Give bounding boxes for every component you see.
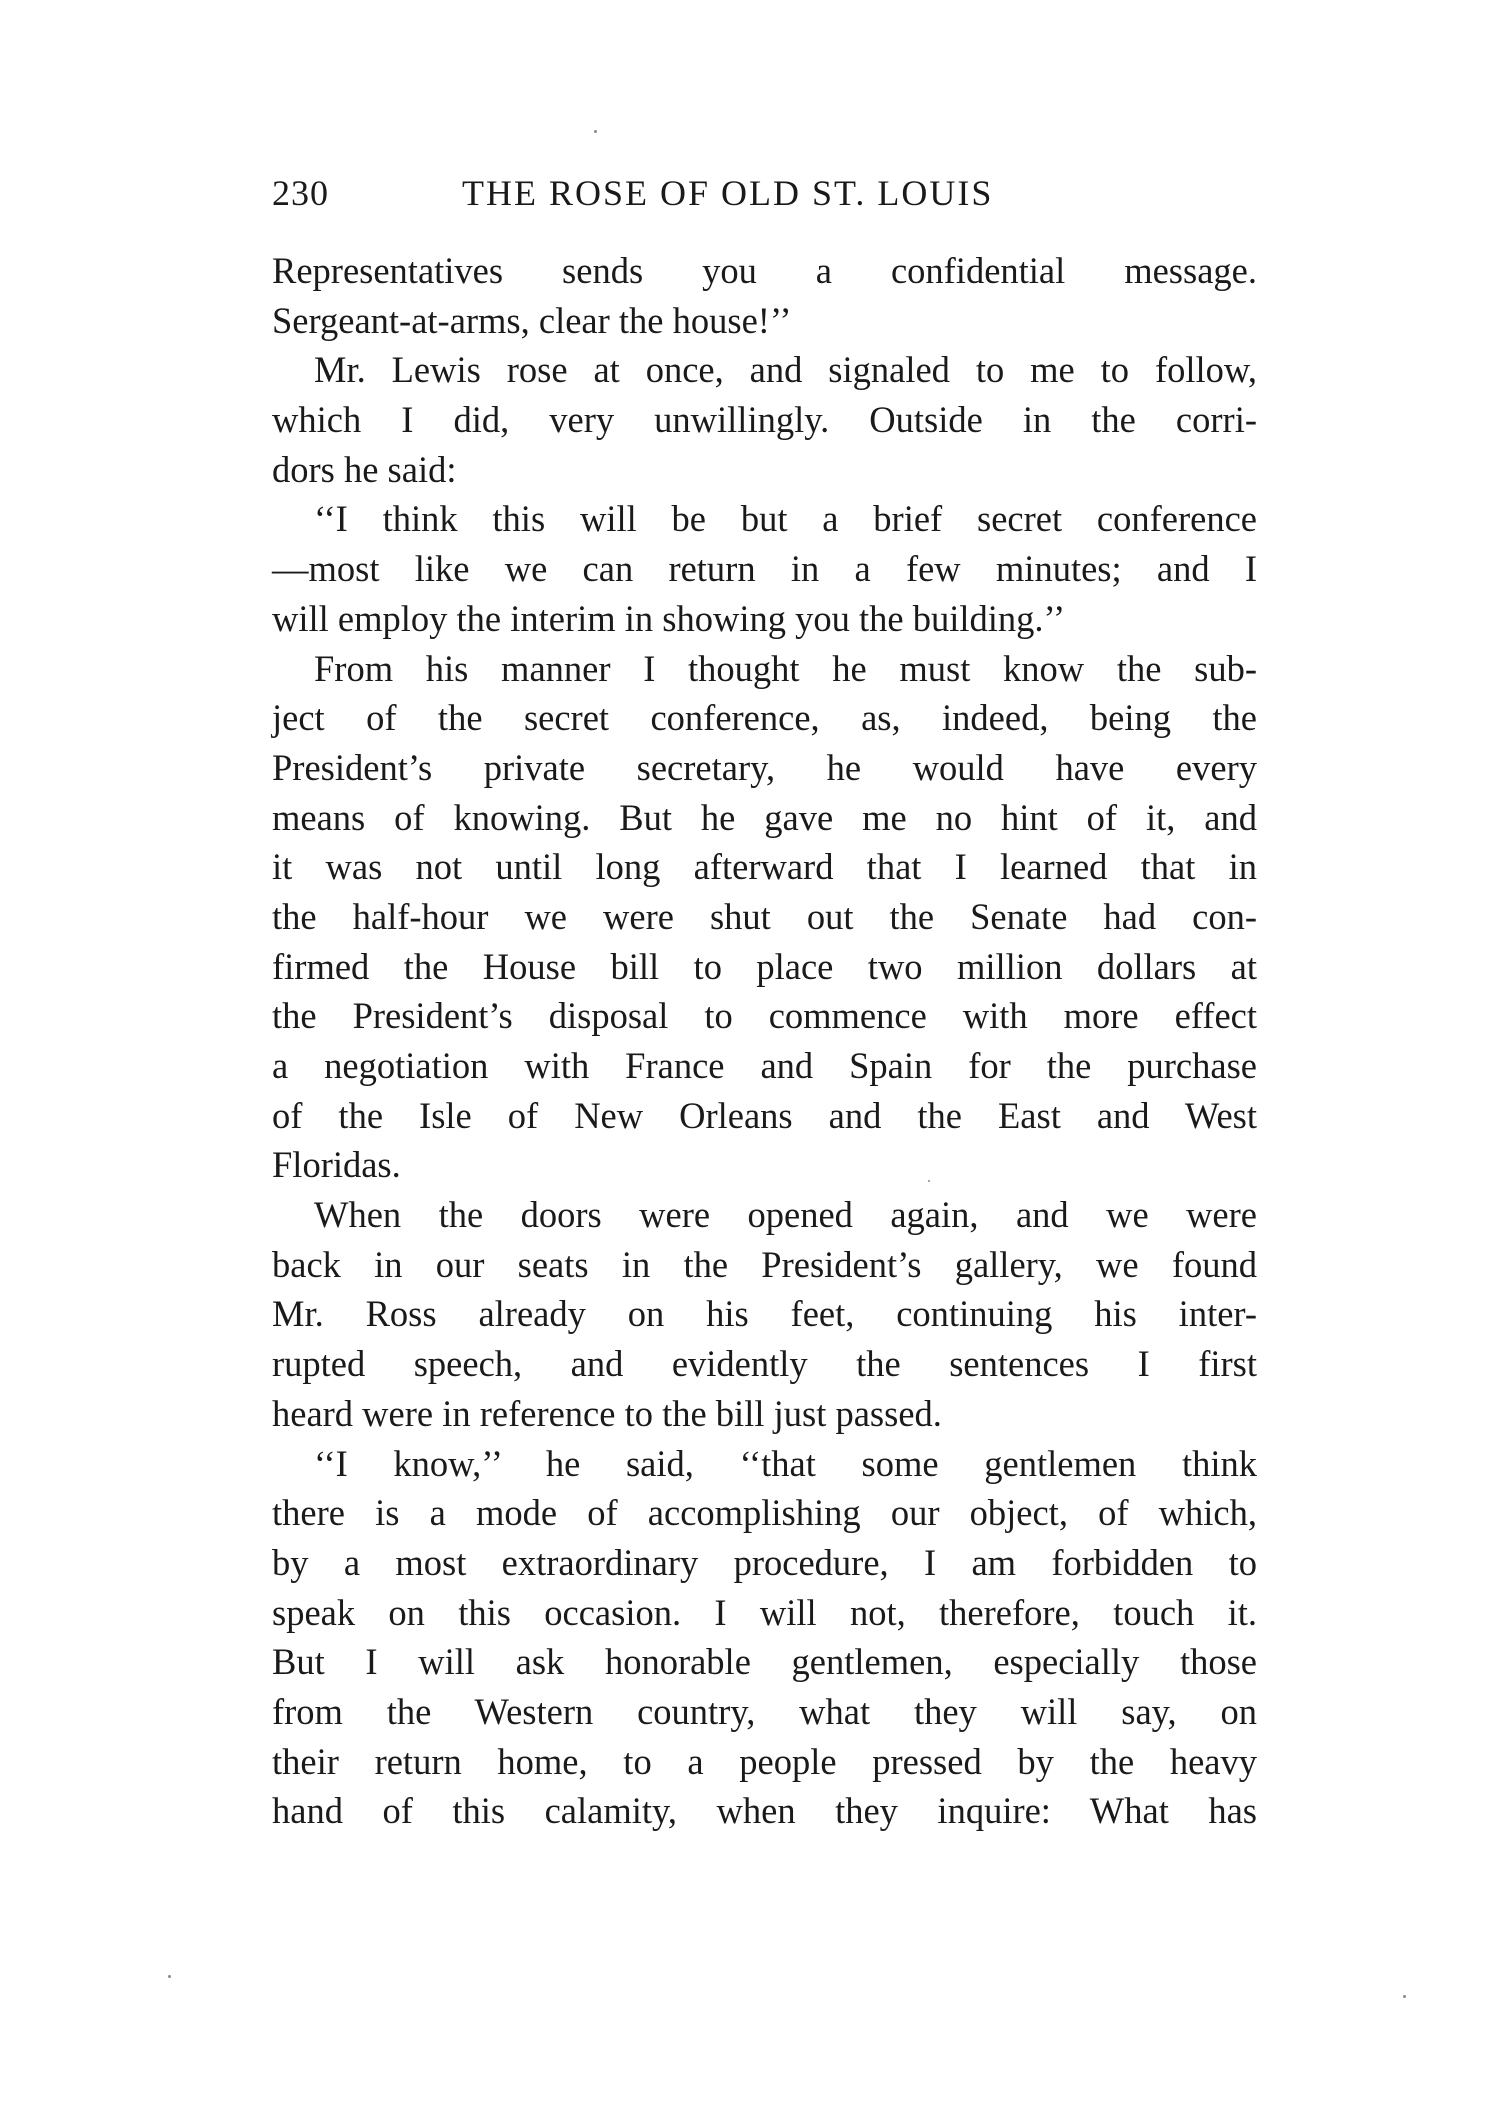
text-line: dors he said: bbox=[272, 448, 457, 490]
text-line: Mr. Ross already on his feet, continuing his inter- bbox=[272, 1293, 1257, 1335]
text-line: by a most extraordinary procedure, I am forbidden to bbox=[272, 1541, 1257, 1583]
text-line: which I did, very unwillingly. Outside in the corri- bbox=[272, 399, 1257, 441]
text-line: will employ the interim in showing you the building.’’ bbox=[272, 597, 1066, 639]
text-line: of the Isle of New Orleans and the East and West bbox=[272, 1094, 1257, 1136]
paper-speck bbox=[928, 1180, 930, 1182]
text-line: rupted speech, and evidently the sentences I first bbox=[272, 1343, 1257, 1385]
text-line: President’s private secretary, he would have every bbox=[272, 746, 1257, 788]
text-line: it was not until long afterward that I learned that in bbox=[272, 846, 1257, 888]
text-line: ‘‘I know,’’ he said, ‘‘that some gentlemen think bbox=[314, 1442, 1257, 1484]
body-text bbox=[272, 246, 1257, 1836]
text-line: their return home, to a people pressed by the heavy bbox=[272, 1740, 1257, 1782]
text-line: from the Western country, what they will say, on bbox=[272, 1690, 1257, 1732]
text-line: speak on this occasion. I will not, therefore, touch it. bbox=[272, 1591, 1257, 1633]
text-line: Mr. Lewis rose at once, and signaled to me to follow, bbox=[314, 349, 1257, 391]
text-line: means of knowing. But he gave me no hint of it, and bbox=[272, 796, 1257, 838]
text-line: firmed the House bill to place two million dollars at bbox=[272, 945, 1257, 987]
paper-speck bbox=[594, 130, 597, 133]
text-line: back in our seats in the President’s gallery, we found bbox=[272, 1243, 1257, 1285]
text-line: —most like we can return in a few minutes; and I bbox=[272, 548, 1257, 590]
text-line: Floridas. bbox=[272, 1144, 401, 1186]
text-line: ject of the secret conference, as, indeed, being the bbox=[272, 697, 1257, 739]
running-header bbox=[272, 172, 1257, 222]
text-line: heard were in reference to the bill just passed. bbox=[272, 1392, 942, 1434]
text-line: the half-hour we were shut out the Senate had con- bbox=[272, 895, 1257, 937]
page-number: 230 bbox=[272, 173, 329, 213]
text-line: But I will ask honorable gentlemen, especially those bbox=[272, 1641, 1257, 1683]
text-line: From his manner I thought he must know the sub- bbox=[314, 647, 1257, 689]
running-title: THE ROSE OF OLD ST. LOUIS bbox=[462, 173, 994, 213]
text-line: hand of this calamity, when they inquire: What has bbox=[272, 1790, 1257, 1832]
text-line: there is a mode of accomplishing our object, of which, bbox=[272, 1492, 1257, 1534]
paper-speck bbox=[168, 1975, 171, 1978]
text-line: the President’s disposal to commence with more effect bbox=[272, 995, 1257, 1037]
text-line: ‘‘I think this will be but a brief secret conference bbox=[314, 498, 1257, 540]
text-line: a negotiation with France and Spain for the purchase bbox=[272, 1045, 1257, 1086]
text-line: When the doors were opened again, and we were bbox=[314, 1194, 1257, 1236]
text-line: Sergeant-at-arms, clear the house!’’ bbox=[272, 299, 792, 341]
paper-speck bbox=[1403, 1995, 1406, 1998]
text-line: Representatives sends you a confidential message. bbox=[272, 250, 1257, 291]
